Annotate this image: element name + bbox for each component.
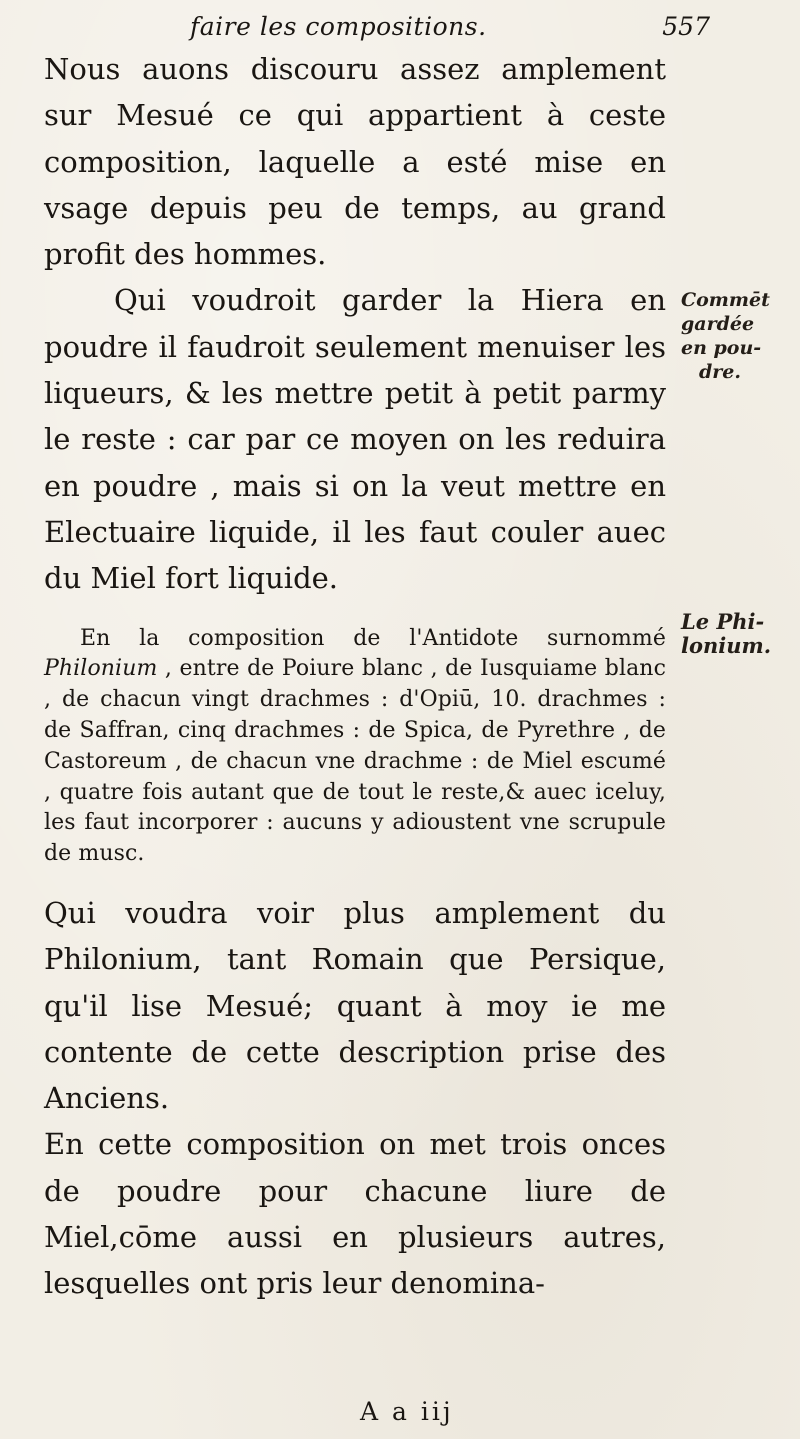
main-text xyxy=(44,46,666,1307)
paragraph-2-text: Qui voudroit garder la Hiera en poudre il faudroit seulement menuiser les liqueurs, & les mettre petit à petit parmy le reste : car par ce moyen on les reduira en poudre , mais si on la veut mettre en Electuaire liquide, il les faut couler auec du Miel fort liquide. xyxy=(44,283,666,596)
paragraph-4 xyxy=(44,890,666,1121)
margin-note-2-line-2: lonium. xyxy=(681,633,772,658)
page-header xyxy=(190,12,710,46)
running-head: faire les compositions. xyxy=(190,12,487,41)
paragraph-3 xyxy=(44,624,666,870)
paragraph-3-start: En la composition de l'Antidote surnommé xyxy=(80,625,666,651)
margin-note-1-line-1: Commēt xyxy=(681,289,770,311)
philonium-term: Philonium xyxy=(44,656,158,682)
margin-note-comment-gardee xyxy=(681,288,799,384)
paragraph-5 xyxy=(44,1121,666,1306)
page-number: 557 xyxy=(662,12,710,41)
paragraph-2 xyxy=(44,277,666,601)
paragraph-1-text: Nous auons discouru assez amplement sur Mesué ce qui appartient à ceste composition, laquelle a esté mise en vsage depuis peu de temps, au grand profit des hommes. xyxy=(44,52,666,272)
margin-note-2-line-1: Le Phi- xyxy=(681,609,765,634)
margin-note-philonium xyxy=(681,610,799,658)
paragraph-1 xyxy=(44,46,666,277)
paragraph-4-text: Qui voudra voir plus amplement du Philonium, tant Romain que Persique, qu'il lise Mesué; quant à moy ie me contente de cette description prise des Anciens. xyxy=(44,895,666,1116)
paragraph-5-text: En cette composition on met trois onces de poudre pour chacune liure de Miel,cōme aussi en plusieurs autres, lesquelles ont pris leur denomina- xyxy=(44,1127,666,1301)
signature-mark: A a iij xyxy=(360,1397,454,1426)
margin-note-1-line-2: gardée xyxy=(681,313,755,335)
margin-note-1-line-3: en pou- xyxy=(681,337,762,359)
margin-note-1-line-4: dre. xyxy=(699,361,741,383)
paragraph-3-rest: , entre de Poiure blanc , de Iusquiame blanc , de chacun vingt drachmes : d'Opiū, 10. drachmes : de Saffran, cinq drachmes : de Spica, de Pyrethre , de Castoreum , de chacun vne drachme : de Miel escumé , quatre fois autant que de tout le reste,& auec iceluy, les faut incorporer : aucuns y adioustent vne scrupule de musc. xyxy=(44,656,666,867)
